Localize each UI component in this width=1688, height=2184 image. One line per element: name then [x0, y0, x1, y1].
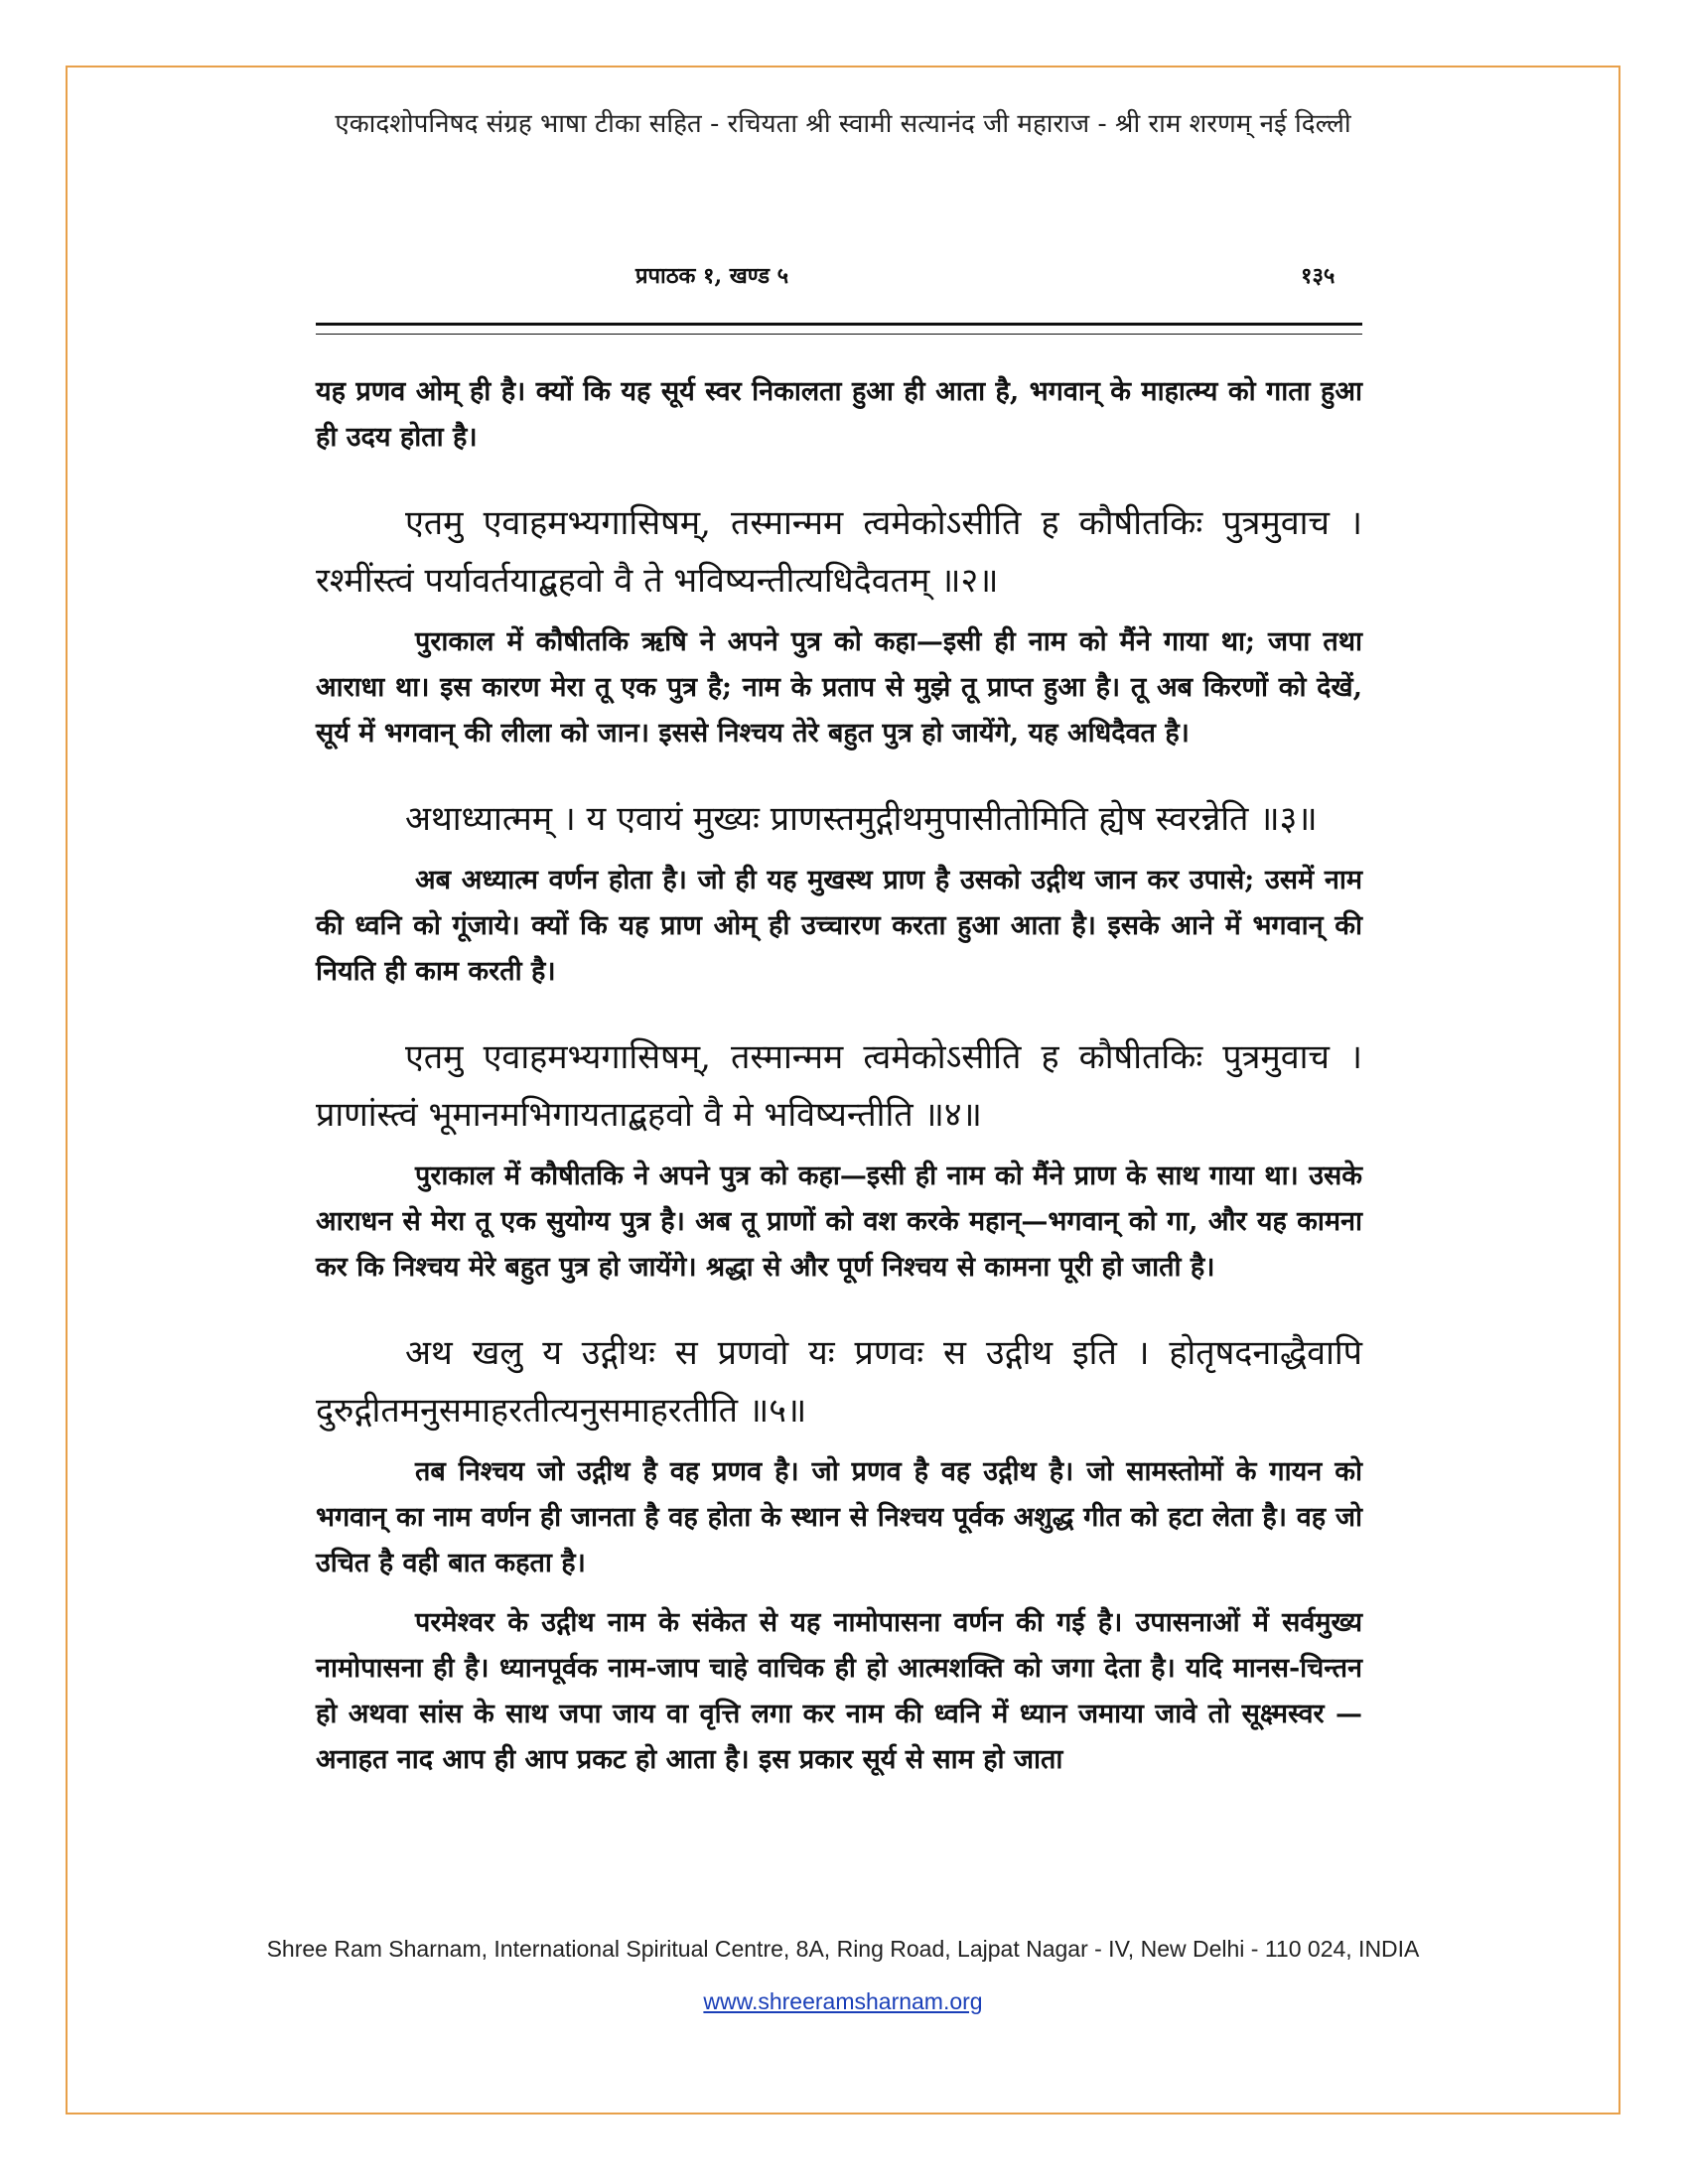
page-number: १३५: [1301, 263, 1336, 289]
header-rule-thick: [316, 323, 1362, 326]
page-body: [316, 369, 1362, 1783]
sanskrit-verse: एतमु एवाहमभ्यगासिषम्, तस्मान्मम त्वमेकोऽसीति ह कौषीतकिः पुत्रमुवाच । रश्मींस्त्वं पर्यावर्तयाद्बहवो वै ते भविष्यन्तीत्यधिदैवतम् ॥२॥: [316, 503, 1362, 601]
website-link[interactable]: www.shreeramsharnam.org: [703, 1988, 983, 2014]
commentary-paragraph: तब निश्चय जो उद्गीथ है वह प्रणव है। जो प्रणव है वह उद्गीथ है। जो सामस्तोमों के गायन को भगवान् का नाम वर्णन ही जानता है वह होता के स्थान से निश्चय पूर्वक अशुद्ध गीत को हटा लेता है। वह जो उचित है वही बात कहता है।: [316, 1456, 1362, 1578]
header-rule-thin: [316, 334, 1362, 335]
commentary-paragraph: पुराकाल में कौषीतकि ऋषि ने अपने पुत्र को कहा—इसी ही नाम को मैंने गाया था; जपा तथा आराधा था। इस कारण मेरा तू एक पुत्र है; नाम के प्रताप से मुझे तू प्राप्त हुआ है। तू अब किरणों को देखें, सूर्य में भगवान् की लीला को जान। इससे निश्चय तेरे बहुत पुत्र हो जायेंगे, यह अधिदैवत है।: [316, 626, 1362, 749]
footer-address: Shree Ram Sharnam, International Spiritual Centre, 8A, Ring Road, Lajpat Nagar - IV, New Delhi - 110 024, INDIA: [266, 1936, 1420, 1962]
footer-url-container: [66, 1988, 1620, 2015]
sanskrit-verse: एतमु एवाहमभ्यगासिषम्, तस्मान्मम त्वमेकोऽसीति ह कौषीतकिः पुत्रमुवाच । प्राणांस्त्वं भूमानमभिगायताद्बहवो वै मे भविष्यन्तीति ॥४॥: [316, 1037, 1362, 1135]
sanskrit-verse: अथाध्यात्मम् । य एवायं मुख्यः प्राणस्तमुद्गीथमुपासीतोमिति ह्येष स्वरन्नेति ॥३॥: [405, 799, 1318, 839]
commentary-paragraph: परमेश्वर के उद्गीथ नाम के संकेत से यह नामोपासना वर्णन की गई है। उपासनाओं में सर्वमुख्य नामोपासना ही है। ध्यानपूर्वक नाम-जाप चाहे वाचिक ही हो आत्मशक्ति को जगा देता है। यदि मानस-चिन्तन हो अथवा सांस के साथ जपा जाय वा वृत्ति लगा कर नाम की ध्वनि में ध्यान जमाया जावे तो सूक्ष्मस्वर — अनाहत नाद आप ही आप प्रकट हो आता है। इस प्रकार सूर्य से साम हो जाता: [316, 1607, 1362, 1775]
running-head: प्रपाठक १, खण्ड ५: [635, 263, 789, 289]
sanskrit-verse: अथ खलु य उद्गीथः स प्रणवो यः प्रणवः स उद्गीथ इति । होतृषदनाद्धैवापि दुरुद्गीतमनुसमाहरतीत्यनुसमाहरतीति ॥५॥: [316, 1333, 1362, 1431]
commentary-paragraph: पुराकाल में कौषीतकि ने अपने पुत्र को कहा—इसी ही नाम को मैंने प्राण के साथ गाया था। उसके आराधन से मेरा तू एक सुयोग्य पुत्र है। अब तू प्राणों को वश करके महान्—भगवान् को गा, और यह कामना कर कि निश्चय मेरे बहुत पुत्र हो जायेंगे। श्रद्धा से और पूर्ण निश्चय से कामना पूरी हो जाती है।: [316, 1160, 1362, 1283]
commentary-paragraph: अब अध्यात्म वर्णन होता है। जो ही यह मुखस्थ प्राण है उसको उद्गीथ जान कर उपासे; उसमें नाम की ध्वनि को गूंजाये। क्यों कि यह प्राण ओम् ही उच्चारण करता हुआ आता है। इसके आने में भगवान् की नियति ही काम करती है।: [316, 865, 1362, 987]
document-header: एकादशोपनिषद संग्रह भाषा टीका सहित - रचियता श्री स्वामी सत्यानंद जी महाराज - श्री राम शरणम् नई दिल्ली: [335, 109, 1351, 139]
commentary-paragraph: यह प्रणव ओम् ही है। क्यों कि यह सूर्य स्वर निकालता हुआ ही आता है, भगवान् के माहात्म्य को गाता हुआ ही उदय होता है।: [316, 376, 1362, 453]
